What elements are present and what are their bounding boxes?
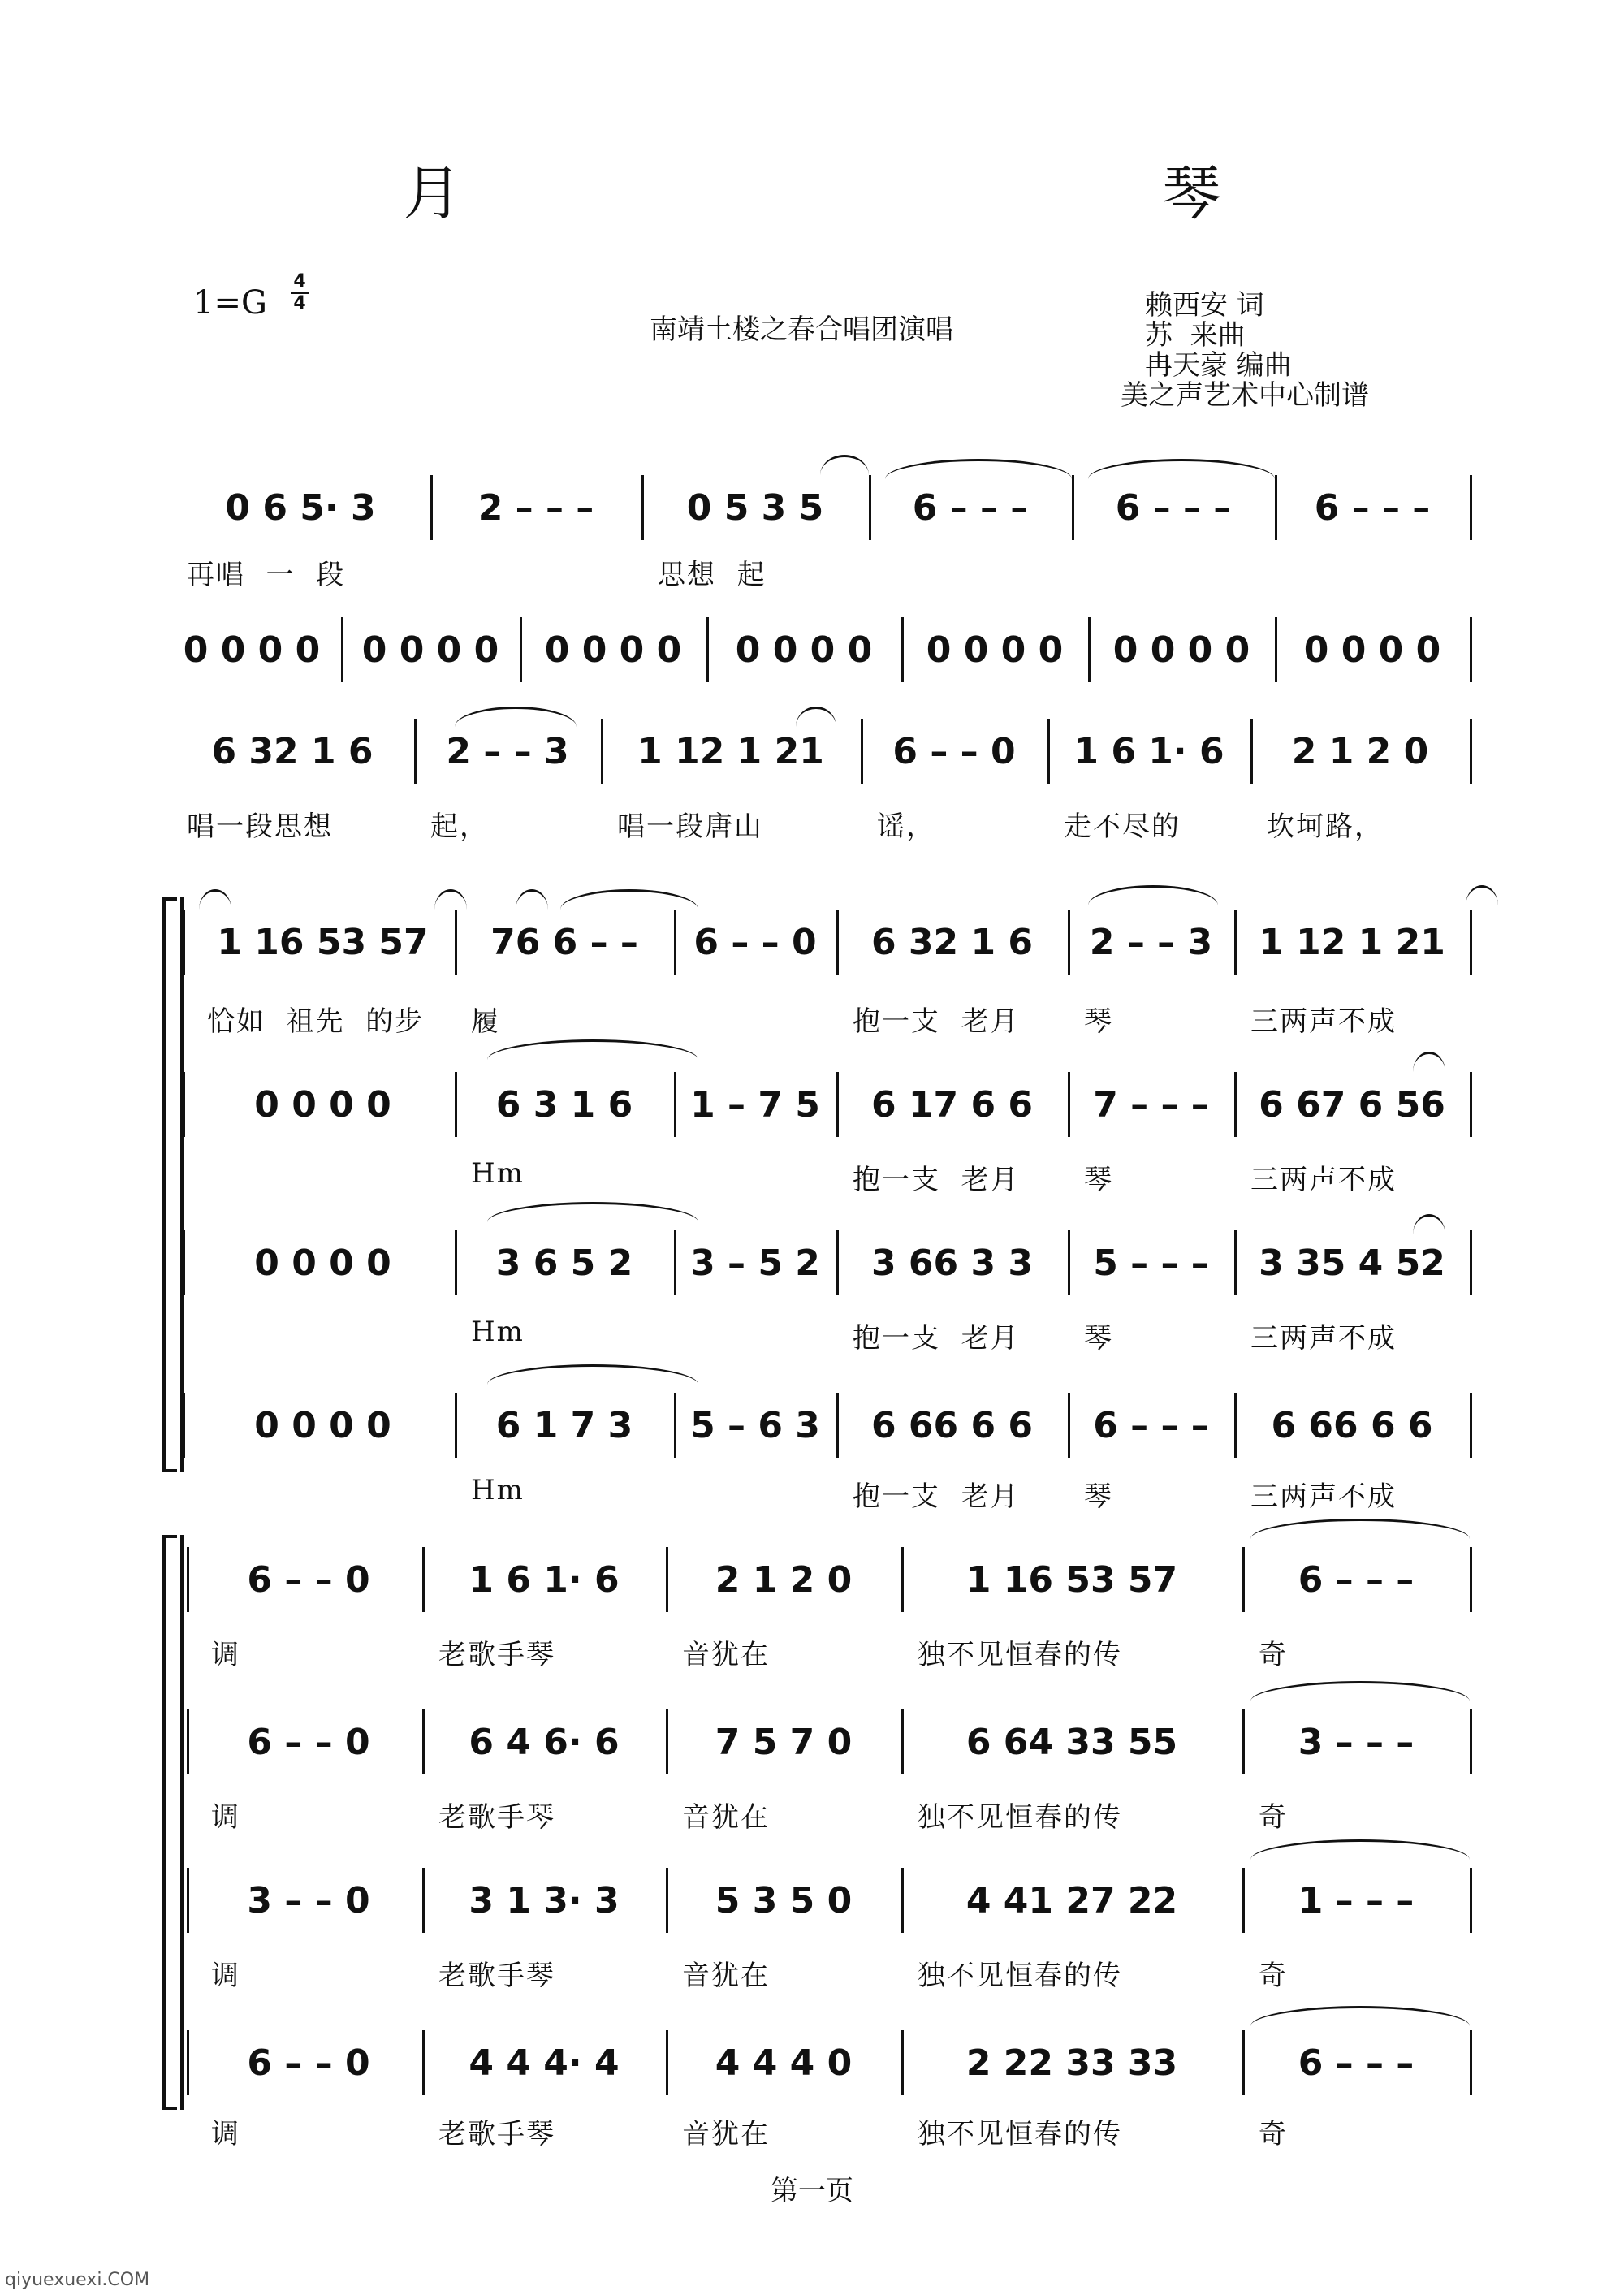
notes: 0 0 0 0 [254,1404,391,1446]
lyric: 抱一支 老月 [853,1005,1020,1038]
barline [187,1547,189,1612]
slur [796,707,836,727]
lyric: 再唱 一 段 [187,559,346,591]
measure [641,479,869,536]
page-number: 第一页 [771,2175,853,2207]
measure [1242,1551,1470,1608]
notes: 7 5 7 0 [715,1721,853,1763]
measure [422,1872,666,1929]
slur [199,889,231,910]
measure [901,2034,1242,2091]
lyric: 音犹在 [682,1639,770,1671]
slur [885,459,1072,479]
lyric: 抱一支 老月 [853,1164,1020,1196]
measure [171,479,430,536]
measure [836,1397,1068,1454]
measure [422,2034,666,2091]
measure [674,1076,836,1133]
notes: 6 4 6· 6 [469,1721,620,1763]
lyric: 老歌手琴 [438,1801,555,1834]
lyric: 调 [211,1960,240,1992]
notes: 4 4 4· 4 [469,2042,620,2084]
barline [187,1868,189,1933]
measure [195,1551,422,1608]
notes: 3 – – 0 [247,1879,370,1921]
notes: 2 – – – [477,486,594,529]
engraver-credit: 美之声艺术中心制谱 [1121,379,1369,412]
lyric: 恰如 祖先 的步 [207,1005,425,1038]
measure [1068,914,1234,970]
measure [191,1076,455,1133]
measure [1275,621,1470,678]
barline [187,2030,189,2095]
measure [1242,2034,1470,2091]
slur [1088,885,1218,905]
measure [455,914,674,970]
notes: 0 0 0 0 [1112,629,1250,671]
lyric: 唱一段唐山 [617,810,763,843]
barline [1470,1072,1472,1137]
credits [1121,289,1369,412]
measure [191,1234,455,1291]
lyric: 奇 [1259,2118,1288,2150]
lyric: 调 [211,1801,240,1834]
measure [1068,1234,1234,1291]
barline [1470,1868,1472,1933]
notes: 0 0 0 0 [361,629,499,671]
lyric: 调 [211,1639,240,1671]
notes: 3 – 5 2 [690,1242,820,1284]
barline [1470,2030,1472,2095]
lyric: Hm [471,1316,525,1348]
notes: 4 4 4 0 [715,2042,853,2084]
notes: 3 35 4 52 [1259,1242,1445,1284]
notes: 3 – – – [1298,1721,1415,1763]
time-signature [289,272,310,313]
lyric: 独不见恒春的传 [918,1801,1122,1834]
system-brace-line [180,1535,184,2110]
performer-credit: 南靖土楼之春合唱团演唱 [650,313,953,346]
slur [1250,1839,1470,1860]
measure [162,621,341,678]
notes: 3 1 3· 3 [469,1879,620,1921]
measure [861,723,1047,780]
notes: 1 6 1· 6 [469,1558,620,1601]
lyric: 三两声不成 [1250,1005,1397,1038]
notes: 1 16 53 57 [217,921,429,963]
notes: 6 – – – [1314,486,1431,529]
slur [1466,885,1498,905]
lyric: 老歌手琴 [438,1960,555,1992]
lyric: 琴 [1084,1005,1113,1038]
measure [836,1234,1068,1291]
measure [674,914,836,970]
measure [195,1872,422,1929]
lyric: Hm [471,1157,525,1190]
measure [836,914,1068,970]
notes: 3 66 3 3 [870,1242,1034,1284]
composer-credit: 苏 来曲 [1145,319,1246,352]
slur [820,455,869,475]
arranger-credit: 冉天豪 编曲 [1145,349,1292,382]
measure [171,723,414,780]
notes: 6 32 1 6 [870,921,1034,963]
measure [1234,1234,1470,1291]
slur [1413,1052,1445,1072]
notes: 6 3 1 6 [495,1083,633,1126]
notes: 7 – – – [1093,1083,1209,1126]
notes: 1 – 7 5 [690,1083,820,1126]
lyric: 奇 [1259,1960,1288,1992]
measure [1068,1076,1234,1133]
page-title: 月 琴 [403,159,1562,227]
barline [1470,1230,1472,1295]
measure [1250,723,1470,780]
measure [901,1872,1242,1929]
measure [1242,1872,1470,1929]
measure [455,1076,674,1133]
notes: 6 – – – [1298,1558,1415,1601]
notes: 0 0 0 0 [735,629,873,671]
lyric: 音犹在 [682,1960,770,1992]
measure [1242,1714,1470,1770]
notes: 2 22 33 33 [965,2042,1178,2084]
slur [560,889,698,910]
lyric: 三两声不成 [1250,1164,1397,1196]
measure [666,1551,901,1608]
notes: 0 0 0 0 [183,629,321,671]
notes: 6 64 33 55 [965,1721,1178,1763]
notes: 0 0 0 0 [926,629,1064,671]
measure [414,723,601,780]
measure [1234,914,1470,970]
slur [1250,1681,1470,1701]
slur [455,707,577,727]
lyric: 走不尽的 [1064,810,1181,843]
slur [487,1364,698,1385]
notes: 6 – – – [1115,486,1232,529]
measure [901,1551,1242,1608]
measure [869,479,1072,536]
notes: 6 66 6 6 [870,1404,1034,1446]
notes: 5 – 6 3 [690,1404,820,1446]
barline [183,1230,185,1295]
lyric: 三两声不成 [1250,1480,1397,1513]
measure [1234,1397,1470,1454]
lyric: 调 [211,2118,240,2150]
slur [1250,1519,1470,1539]
measure [836,1076,1068,1133]
lyric: 老歌手琴 [438,2118,555,2150]
measure [601,723,861,780]
slur [1250,2006,1470,2026]
barline [1470,910,1472,975]
slur [1413,1214,1445,1234]
measure [666,2034,901,2091]
measure [422,1714,666,1770]
measure [901,621,1088,678]
notes: 6 – – 0 [247,2042,370,2084]
barline [1470,475,1472,540]
measure [455,1234,674,1291]
notes: 6 1 7 3 [495,1404,633,1446]
lyric: 奇 [1259,1639,1288,1671]
lyric: Hm [471,1474,525,1506]
measure [422,1551,666,1608]
barline [1470,1547,1472,1612]
notes: 6 – – – [1093,1404,1209,1446]
notes: 1 12 1 21 [637,730,824,772]
notes: 6 – – – [1298,2042,1415,2084]
measure [1047,723,1250,780]
notes: 0 0 0 0 [254,1083,391,1126]
notes: 5 – – – [1093,1242,1209,1284]
measure [706,621,901,678]
barline [183,910,185,975]
time-signature-bottom: 4 [293,293,306,313]
lyric: 琴 [1084,1322,1113,1355]
notes: 3 6 5 2 [495,1242,633,1284]
system-brace [162,897,177,1472]
slur [434,889,467,910]
measure [901,1714,1242,1770]
lyric: 履 [471,1005,500,1038]
measure [455,1397,674,1454]
lyric: 起， [430,810,489,843]
lyric: 抱一支 老月 [853,1480,1020,1513]
slur [487,1039,698,1060]
measure [430,479,641,536]
notes: 6 66 6 6 [1271,1404,1433,1446]
notes: 6 32 1 6 [211,730,374,772]
measure [341,621,520,678]
notes: 0 6 5· 3 [225,486,376,529]
measure [195,2034,422,2091]
barline [1470,719,1472,784]
barline [183,1393,185,1458]
measure [674,1234,836,1291]
notes: 1 12 1 21 [1259,921,1445,963]
lyric: 琴 [1084,1480,1113,1513]
measure [195,1714,422,1770]
barline [1470,1709,1472,1774]
notes: 76 6 – – [490,921,638,963]
notes: 2 – – 3 [446,730,569,772]
measure [666,1714,901,1770]
lyric: 老歌手琴 [438,1639,555,1671]
notes: 1 16 53 57 [965,1558,1178,1601]
lyric: 思想 起 [658,559,767,591]
notes: 6 – – – [912,486,1029,529]
measure [1234,1076,1470,1133]
notes: 2 1 2 0 [715,1558,853,1601]
notes: 0 0 0 0 [544,629,682,671]
measure [1068,1397,1234,1454]
system-brace-line [180,897,184,1472]
notes: 6 17 6 6 [870,1083,1034,1126]
measure [1072,479,1275,536]
barline [1470,1393,1472,1458]
measure [1275,479,1470,536]
notes: 2 1 2 0 [1291,730,1429,772]
notes: 0 5 3 5 [686,486,824,529]
measure [191,1397,455,1454]
measure [520,621,706,678]
lyric: 谣， [877,810,935,843]
measure [666,1872,901,1929]
barline [1470,617,1472,682]
slur [487,1202,698,1222]
time-signature-top: 4 [293,271,306,292]
system-brace [162,1535,177,2110]
notes: 6 – – 0 [247,1721,370,1763]
slur [516,889,548,910]
measure [1088,621,1275,678]
notes: 6 – – 0 [247,1558,370,1601]
watermark: qiyuexuexi.COM [5,2270,150,2290]
notes: 1 – – – [1298,1879,1415,1921]
key-signature: 1=G [193,284,267,322]
notes: 6 – – 0 [892,730,1016,772]
slur [1088,459,1275,479]
notes: 0 0 0 0 [1303,629,1441,671]
lyric: 抱一支 老月 [853,1322,1020,1355]
notes: 2 – – 3 [1089,921,1213,963]
notes: 6 – – 0 [693,921,817,963]
lyric: 坎坷路， [1267,810,1384,843]
notes: 1 6 1· 6 [1073,730,1224,772]
measure [191,914,455,970]
lyric: 独不见恒春的传 [918,2118,1122,2150]
barline [183,1072,185,1137]
lyric: 独不见恒春的传 [918,1960,1122,1992]
lyric: 奇 [1259,1801,1288,1834]
lyric: 音犹在 [682,1801,770,1834]
measure [674,1397,836,1454]
lyric: 三两声不成 [1250,1322,1397,1355]
lyricist-credit: 赖西安 词 [1145,289,1264,322]
notes: 5 3 5 0 [715,1879,853,1921]
barline [187,1709,189,1774]
lyric: 音犹在 [682,2118,770,2150]
notes: 6 67 6 56 [1259,1083,1445,1126]
notes: 0 0 0 0 [254,1242,391,1284]
lyric: 琴 [1084,1164,1113,1196]
lyric: 独不见恒春的传 [918,1639,1122,1671]
lyric: 唱一段思想 [187,810,333,843]
notes: 4 41 27 22 [965,1879,1178,1921]
